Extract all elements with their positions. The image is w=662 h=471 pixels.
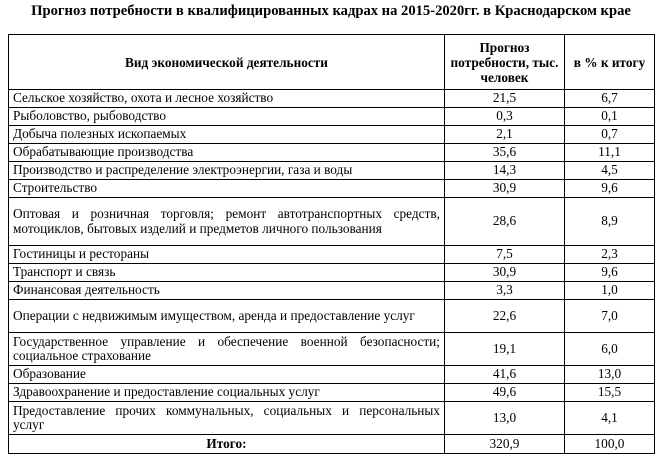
table-row — [9, 180, 655, 198]
forecast-cell: 19,1 — [445, 333, 565, 366]
activity-cell: Сельское хозяйство, охота и лесное хозяйство — [9, 90, 445, 108]
total-label: Итого: — [9, 435, 445, 454]
forecast-cell: 3,3 — [445, 282, 565, 300]
table-row — [9, 126, 655, 144]
table-header — [9, 35, 655, 90]
table-row — [9, 384, 655, 402]
activity-cell: Производство и распределение электроэнергии, газа и воды — [9, 162, 445, 180]
forecast-cell: 2,1 — [445, 126, 565, 144]
table-row — [9, 300, 655, 333]
total-forecast: 320,9 — [445, 435, 565, 454]
activity-cell: Рыболовство, рыбоводство — [9, 108, 445, 126]
percent-cell: 0,1 — [565, 108, 655, 126]
forecast-cell: 21,5 — [445, 90, 565, 108]
activity-cell: Строительство — [9, 180, 445, 198]
percent-cell: 6,0 — [565, 333, 655, 366]
activity-cell: Обрабатывающие производства — [9, 144, 445, 162]
activity-cell: Государственное управление и обеспечение военной безопасности; социальное страхование — [9, 333, 445, 366]
forecast-cell: 13,0 — [445, 402, 565, 435]
activity-cell: Добыча полезных ископаемых — [9, 126, 445, 144]
percent-cell: 9,6 — [565, 264, 655, 282]
table-row — [9, 90, 655, 108]
activity-cell: Оптовая и розничная торговля; ремонт автотранспортных средств, мотоциклов, бытовых изделий и предметов личного пользования — [9, 198, 445, 246]
activity-cell: Финансовая деятельность — [9, 282, 445, 300]
table-row — [9, 246, 655, 264]
percent-cell: 2,3 — [565, 246, 655, 264]
header-percent: в % к итогу — [565, 35, 655, 90]
percent-cell: 15,5 — [565, 384, 655, 402]
header-activity: Вид экономической деятельности — [9, 35, 445, 90]
table-row — [9, 333, 655, 366]
forecast-cell: 14,3 — [445, 162, 565, 180]
table-body — [9, 90, 655, 454]
table-row — [9, 366, 655, 384]
percent-cell: 1,0 — [565, 282, 655, 300]
table-row — [9, 144, 655, 162]
percent-cell: 4,5 — [565, 162, 655, 180]
percent-cell: 0,7 — [565, 126, 655, 144]
activity-cell: Здравоохранение и предоставление социальных услуг — [9, 384, 445, 402]
forecast-cell: 35,6 — [445, 144, 565, 162]
forecast-cell: 41,6 — [445, 366, 565, 384]
table-row — [9, 402, 655, 435]
percent-cell: 9,6 — [565, 180, 655, 198]
activity-cell: Образование — [9, 366, 445, 384]
table-row — [9, 198, 655, 246]
table-row — [9, 108, 655, 126]
percent-cell: 6,7 — [565, 90, 655, 108]
table-row — [9, 162, 655, 180]
activity-cell: Операции с недвижимым имуществом, аренда и предоставление услуг — [9, 300, 445, 333]
forecast-cell: 7,5 — [445, 246, 565, 264]
total-percent: 100,0 — [565, 435, 655, 454]
activity-cell: Гостиницы и рестораны — [9, 246, 445, 264]
table-row — [9, 282, 655, 300]
forecast-cell: 30,9 — [445, 264, 565, 282]
header-forecast: Прогноз потребности, тыс. человек — [445, 35, 565, 90]
header-row — [9, 35, 655, 90]
total-row — [9, 435, 655, 454]
document-title: Прогноз потребности в квалифицированных кадрах на 2015-2020гг. в Краснодарском крае — [31, 3, 631, 19]
forecast-cell: 30,9 — [445, 180, 565, 198]
forecast-cell: 28,6 — [445, 198, 565, 246]
percent-cell: 13,0 — [565, 366, 655, 384]
activity-cell: Предоставление прочих коммунальных, социальных и персональных услуг — [9, 402, 445, 435]
percent-cell: 11,1 — [565, 144, 655, 162]
forecast-cell: 0,3 — [445, 108, 565, 126]
activity-cell: Транспорт и связь — [9, 264, 445, 282]
table-row — [9, 264, 655, 282]
forecast-cell: 22,6 — [445, 300, 565, 333]
percent-cell: 4,1 — [565, 402, 655, 435]
percent-cell: 8,9 — [565, 198, 655, 246]
forecast-cell: 49,6 — [445, 384, 565, 402]
forecast-table — [8, 34, 655, 454]
percent-cell: 7,0 — [565, 300, 655, 333]
